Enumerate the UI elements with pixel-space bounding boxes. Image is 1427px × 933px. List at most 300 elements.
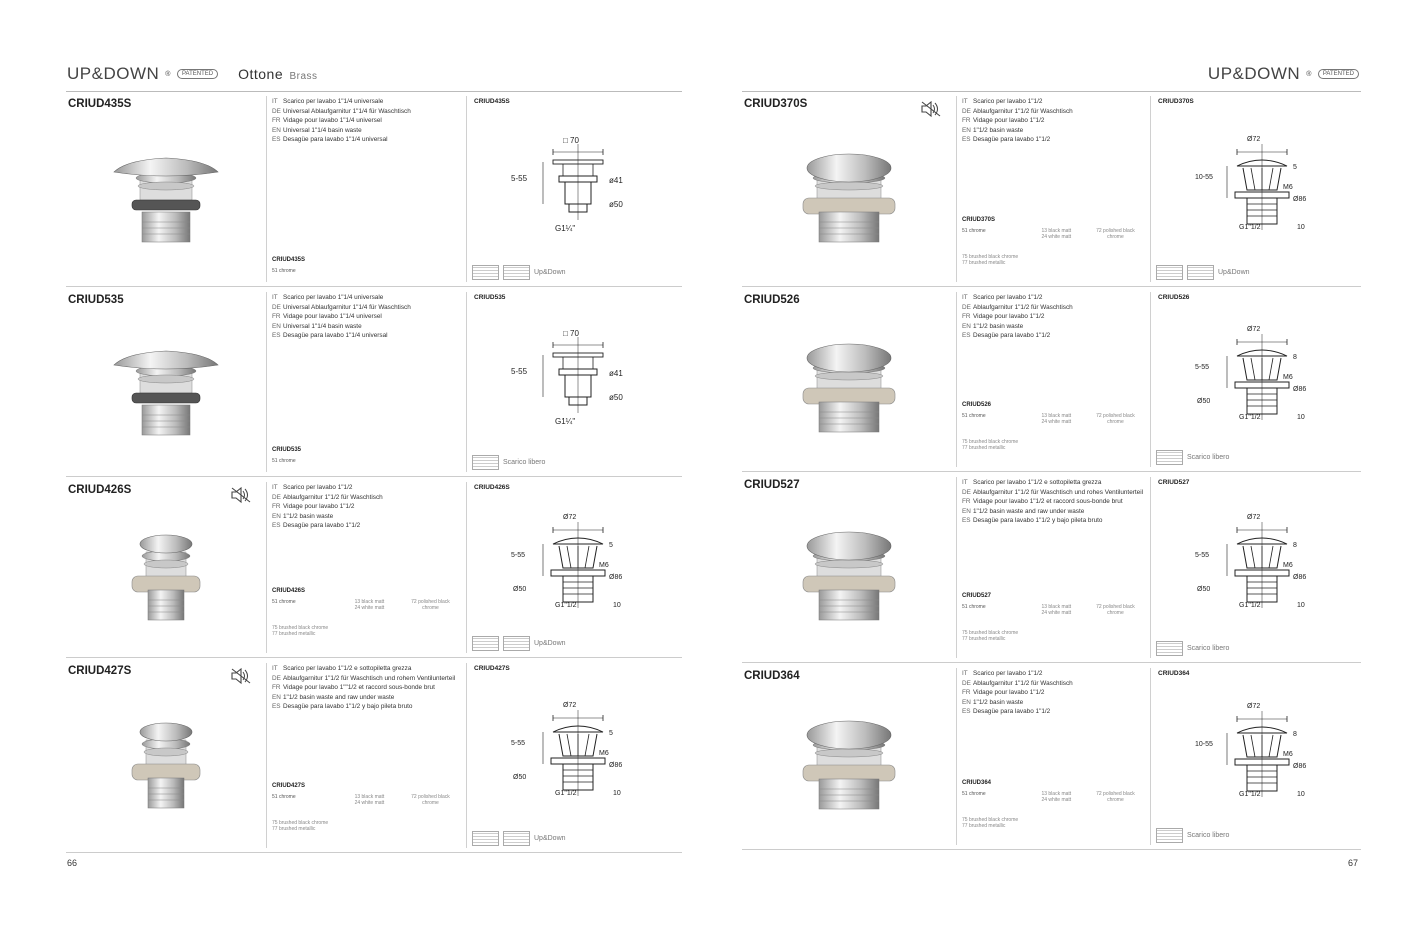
- language-code: IT: [272, 294, 278, 301]
- dim-cap-height: 8: [1293, 542, 1297, 549]
- tech-drawing-code: CRIUD426S: [474, 484, 510, 491]
- feature-tags: [472, 455, 545, 470]
- finish-options: [272, 257, 460, 274]
- description-line: [962, 669, 1144, 679]
- finish-code: CRIUD364: [962, 780, 992, 786]
- description-line: [272, 126, 460, 136]
- language-code: IT: [962, 670, 968, 677]
- dim-diameter-1: ø41: [609, 175, 623, 185]
- description-text: Desagüe para lavabo 1"1/4 universal: [283, 332, 388, 339]
- column-divider: [266, 482, 267, 653]
- dim-thread: G1¼": [555, 416, 576, 426]
- silent-mute-icon: [230, 486, 252, 504]
- language-code: FR: [962, 313, 971, 320]
- description-text: Vidage pour lavabo 1"1/2: [973, 689, 1045, 696]
- language-code: DE: [272, 493, 281, 501]
- product-photo: [789, 520, 909, 630]
- column-divider: [1150, 668, 1151, 845]
- description-line: [272, 107, 460, 117]
- finish-code: CRIUD435S: [272, 257, 306, 263]
- language-code: IT: [272, 484, 278, 491]
- feature-tag-label: Scarico libero: [503, 459, 546, 466]
- description-line: [272, 683, 460, 693]
- description-line: [962, 126, 1144, 136]
- dim-top-diameter: Ø72: [1247, 326, 1261, 333]
- patented-badge: PATENTED: [1318, 69, 1359, 79]
- column-divider: [956, 292, 957, 467]
- feature-tags: [1156, 450, 1229, 465]
- dim-base: 10: [1297, 223, 1305, 231]
- description-text: Scarico per lavabo 1"1/2: [973, 670, 1043, 677]
- material-label: [238, 66, 317, 82]
- description-text: Vidage pour lavabo 1""1/2 et raccord sous-bonde brut: [283, 684, 435, 691]
- product-photo: [106, 520, 226, 630]
- finish-code: CRIUD535: [272, 447, 302, 453]
- technical-drawing: [1195, 322, 1335, 432]
- description-line: [272, 664, 460, 674]
- multilingual-description: [962, 669, 1144, 717]
- language-code: ES: [962, 332, 971, 339]
- product-code-title: CRIUD435S: [68, 98, 132, 110]
- product-row: [742, 473, 1361, 663]
- description-text: Scarico per lavabo 1"1/4 universale: [283, 294, 384, 301]
- product-photo: [789, 709, 909, 819]
- description-line: [962, 507, 1144, 517]
- language-code: IT: [962, 98, 968, 105]
- description-line: [272, 702, 460, 712]
- feature-tags: [472, 265, 566, 280]
- description-text: Ablaufgarnitur 1"1/2 für Waschtisch: [973, 679, 1073, 687]
- tech-drawing-code: CRIUD427S: [474, 665, 510, 672]
- page-number: 66: [67, 858, 78, 868]
- description-line: [962, 97, 1144, 107]
- column-divider: [466, 292, 467, 472]
- dim-diameter-1: Ø86: [609, 574, 623, 581]
- description-text: Scarico per lavabo 1"1/2: [973, 294, 1043, 301]
- product-code-title: CRIUD364: [744, 670, 800, 682]
- brand-name: UP&DOWN: [67, 64, 160, 83]
- language-code: DE: [272, 674, 281, 682]
- dim-cap-height: 5: [609, 730, 613, 737]
- dim-thread: G1"1/2: [555, 602, 577, 609]
- description-text: Desagüe para lavabo 1"1/2 y bajo pileta bruto: [973, 517, 1103, 524]
- product-photo: [106, 142, 226, 252]
- description-text: Scarico per lavabo 1"1/4 universale: [283, 98, 384, 105]
- brand-header: [1208, 64, 1359, 84]
- description-line: [962, 135, 1144, 145]
- updown-icon: [503, 265, 530, 280]
- description-line: [962, 688, 1144, 698]
- language-code: FR: [272, 117, 281, 124]
- brand-name: UP&DOWN: [1207, 64, 1301, 83]
- description-text: 1"1/2 basin waste and raw under waste: [283, 693, 395, 701]
- tech-drawing-code: CRIUD364: [1158, 670, 1190, 677]
- finish-grid: [962, 604, 1144, 616]
- dim-top-square: □ 70: [563, 328, 579, 338]
- feature-tags: [1156, 828, 1229, 843]
- finish-chrome: 51 chrome: [272, 458, 296, 464]
- description-line: [272, 693, 460, 703]
- finish-code: CRIUD427S: [272, 783, 306, 789]
- dim-top-diameter: Ø72: [563, 702, 577, 709]
- description-line: [272, 483, 460, 493]
- finish-options: [272, 783, 460, 832]
- waste-type-icon: [1156, 450, 1183, 465]
- description-line: [272, 512, 460, 522]
- language-code: DE: [962, 303, 971, 311]
- brand-header: [67, 64, 318, 84]
- finish-matt: 13 black matt 24 white matt: [1041, 228, 1072, 240]
- description-text: 1"1/2 basin waste: [973, 698, 1024, 706]
- tech-drawing-code: CRIUD526: [1158, 294, 1190, 301]
- multilingual-description: [272, 483, 460, 531]
- dim-top-diameter: Ø72: [563, 514, 577, 521]
- right-page: [714, 0, 1427, 933]
- description-text: Ablaufgarnitur 1"1/2 für Waschtisch: [973, 107, 1073, 115]
- product-code-title: CRIUD535: [68, 294, 124, 306]
- language-code: DE: [962, 679, 971, 687]
- material-name: Ottone: [238, 66, 284, 82]
- product-code-title: CRIUD526: [744, 294, 800, 306]
- dim-cap-height: 8: [1293, 354, 1297, 361]
- finish-grid: [962, 228, 1144, 240]
- description-text: Vidage pour lavabo 1"1/4 universel: [283, 313, 382, 320]
- column-divider: [266, 96, 267, 282]
- finish-polished-black: 72 polished black chrome: [1096, 604, 1135, 616]
- product-row: [742, 288, 1361, 472]
- description-line: [272, 293, 460, 303]
- dim-thread-m: M6: [1283, 562, 1293, 569]
- description-text: Universal Ablaufgarnitur 1"1/4 für Waschtisch: [283, 107, 411, 115]
- language-code: DE: [272, 107, 281, 115]
- dim-thread-m: M6: [1283, 374, 1293, 381]
- finish-options: [962, 780, 1144, 829]
- description-text: Ablaufgarnitur 1"1/2 für Waschtisch und rohes Ventilunterteil: [973, 488, 1144, 496]
- dim-base: 10: [1297, 602, 1305, 609]
- updown-icon: [1187, 265, 1214, 280]
- description-line: [272, 116, 460, 126]
- description-text: Ablaufgarnitur 1"1/2 für Waschtisch und rohem Ventilunterteil: [283, 674, 456, 682]
- product-row: [66, 478, 682, 658]
- column-divider: [266, 292, 267, 472]
- technical-drawing: [511, 132, 651, 242]
- dim-top-square: □ 70: [563, 135, 579, 145]
- feature-tags: [1156, 265, 1250, 280]
- language-code: ES: [272, 703, 281, 710]
- description-text: Desagüe para lavabo 1"1/2: [283, 522, 361, 529]
- feature-tag-label: Scarico libero: [1187, 832, 1230, 839]
- finish-chrome: 51 chrome: [962, 604, 986, 610]
- feature-tag-label: Up&Down: [534, 640, 566, 647]
- silent-mute-icon: [920, 100, 942, 118]
- language-code: FR: [962, 117, 971, 124]
- tech-drawing-code: CRIUD435S: [474, 98, 510, 105]
- silent-mute-icon: [230, 667, 252, 685]
- feature-tag-label: Up&Down: [1218, 269, 1250, 276]
- dim-height-range: 5-55: [511, 366, 528, 376]
- finish-chrome: 51 chrome: [272, 599, 296, 605]
- multilingual-description: [962, 293, 1144, 341]
- language-code: ES: [962, 136, 971, 143]
- description-text: Desagüe para lavabo 1"1/2: [973, 136, 1051, 143]
- language-code: FR: [272, 684, 281, 691]
- description-line: [962, 707, 1144, 717]
- description-line: [272, 303, 460, 313]
- drawing-lines: [523, 140, 633, 240]
- product-code-title: CRIUD527: [744, 479, 800, 491]
- finish-chrome: 51 chrome: [272, 268, 296, 274]
- language-code: FR: [962, 498, 971, 505]
- finish-polished-black: 72 polished black chrome: [1096, 413, 1135, 425]
- dim-thread-m: M6: [1283, 751, 1293, 758]
- product-photo: [106, 335, 226, 445]
- finish-matt: 13 black matt 24 white matt: [354, 794, 385, 806]
- feature-tag-label: Scarico libero: [1187, 645, 1230, 652]
- dim-diameter-2: Ø50: [1197, 586, 1211, 593]
- language-code: IT: [272, 665, 278, 672]
- finish-grid: [272, 458, 460, 464]
- language-code: ES: [272, 332, 281, 339]
- finish-options: [962, 402, 1144, 451]
- language-code: FR: [272, 503, 281, 510]
- description-text: 1"1/2 basin waste: [973, 322, 1024, 330]
- finish-brushed: 75 brushed black chrome 77 brushed metallic: [272, 625, 329, 637]
- description-line: [962, 303, 1144, 313]
- dim-base: 10: [1297, 414, 1305, 421]
- finish-polished-black: 72 polished black chrome: [1096, 791, 1135, 803]
- description-text: 1"1/2 basin waste: [973, 126, 1024, 134]
- technical-drawing: [511, 325, 651, 435]
- dim-base: 10: [1297, 791, 1305, 798]
- description-line: [962, 312, 1144, 322]
- description-text: Universal 1"1/4 basin waste: [283, 126, 362, 134]
- waste-type-icon: [472, 831, 499, 846]
- dim-cap-height: 5: [609, 542, 613, 549]
- description-line: [272, 331, 460, 341]
- finish-matt: 13 black matt 24 white matt: [1041, 604, 1072, 616]
- feature-tag-label: Up&Down: [534, 269, 566, 276]
- product-code-title: CRIUD427S: [68, 665, 132, 677]
- tech-drawing-code: CRIUD370S: [1158, 98, 1194, 105]
- feature-tags: [1156, 641, 1229, 656]
- finish-code: CRIUD370S: [962, 217, 996, 223]
- finish-options: [272, 588, 460, 637]
- finish-grid: [272, 599, 460, 611]
- dim-height-range: 5-55: [511, 173, 528, 183]
- dim-thread-m: M6: [599, 750, 609, 757]
- description-line: [962, 331, 1144, 341]
- waste-type-icon: [1156, 265, 1183, 280]
- finish-chrome: 51 chrome: [962, 228, 986, 234]
- description-line: [272, 493, 460, 503]
- description-text: Ablaufgarnitur 1"1/2 für Waschtisch: [283, 493, 383, 501]
- feature-tag-label: Up&Down: [534, 835, 566, 842]
- dim-diameter-2: ø50: [609, 199, 623, 209]
- finish-polished-black: 72 polished black chrome: [411, 794, 450, 806]
- dim-top-diameter: Ø72: [1247, 135, 1261, 143]
- description-line: [962, 497, 1144, 507]
- description-line: [272, 674, 460, 684]
- description-line: [962, 322, 1144, 332]
- finish-polished-black: 72 polished black chrome: [411, 599, 450, 611]
- description-line: [272, 322, 460, 332]
- column-divider: [266, 663, 267, 848]
- dim-diameter-1: Ø86: [609, 762, 623, 769]
- description-text: Scarico per lavabo 1"1/2: [283, 484, 353, 491]
- page-number: 67: [1347, 858, 1358, 868]
- finish-polished-black: 72 polished black chrome: [1096, 228, 1135, 240]
- language-code: ES: [272, 136, 281, 143]
- left-page: [0, 0, 713, 933]
- column-divider: [956, 668, 957, 845]
- finish-code: CRIUD526: [962, 402, 992, 408]
- dim-base: 10: [613, 602, 621, 609]
- finish-grid: [962, 413, 1144, 425]
- description-line: [962, 107, 1144, 117]
- description-line: [272, 521, 460, 531]
- dim-height-range: 5-55: [1195, 552, 1210, 559]
- patented-badge: PATENTED: [177, 69, 218, 79]
- language-code: ES: [962, 517, 971, 524]
- product-row: [742, 92, 1361, 287]
- column-divider: [466, 482, 467, 653]
- feature-tags: [472, 831, 566, 846]
- language-code: FR: [962, 689, 971, 696]
- dim-height-range: 5-55: [511, 740, 526, 747]
- description-text: Vidage pour lavabo 1"1/2 et raccord sous-bonde brut: [973, 498, 1123, 505]
- technical-drawing: [511, 698, 651, 808]
- description-text: Universal 1"1/4 basin waste: [283, 322, 362, 330]
- column-divider: [466, 96, 467, 282]
- finish-grid: [962, 791, 1144, 803]
- product-row: [66, 288, 682, 477]
- description-text: 1"1/2 basin waste: [283, 512, 334, 520]
- registered-mark: ®: [165, 70, 171, 78]
- description-text: Desagüe para lavabo 1"1/2 y bajo pileta bruto: [283, 703, 413, 710]
- finish-chrome: 51 chrome: [962, 413, 986, 419]
- description-text: Scarico per lavabo 1"1/2: [973, 98, 1043, 105]
- description-line: [272, 135, 460, 145]
- language-code: DE: [962, 107, 971, 115]
- dim-diameter-1: Ø86: [1293, 195, 1307, 203]
- multilingual-description: [272, 664, 460, 712]
- column-divider: [466, 663, 467, 848]
- product-row: [66, 659, 682, 853]
- language-code: IT: [272, 98, 278, 105]
- product-code-title: CRIUD370S: [744, 98, 808, 110]
- dim-thread: G1"1/2: [1239, 223, 1261, 231]
- description-line: [962, 293, 1144, 303]
- dim-height-range: 5-55: [1195, 364, 1210, 371]
- language-code: EN: [272, 512, 281, 520]
- dim-diameter-1: Ø86: [1293, 386, 1307, 393]
- finish-matt: 13 black matt 24 white matt: [354, 599, 385, 611]
- dim-height-range: 10-55: [1195, 173, 1213, 181]
- finish-options: [962, 217, 1144, 266]
- dim-thread: G1"1/2: [555, 790, 577, 797]
- language-code: EN: [272, 322, 281, 330]
- finish-brushed: 75 brushed black chrome 77 brushed metallic: [272, 820, 329, 832]
- dim-diameter-2: Ø50: [513, 586, 527, 593]
- product-photo: [789, 332, 909, 442]
- description-text: Vidage pour lavabo 1"1/2: [973, 313, 1045, 320]
- language-code: IT: [962, 479, 968, 486]
- material-name-en: Brass: [289, 71, 318, 82]
- dim-diameter-1: Ø86: [1293, 763, 1307, 770]
- finish-code: CRIUD527: [962, 593, 992, 599]
- product-photo: [789, 142, 909, 252]
- finish-code: CRIUD426S: [272, 588, 306, 594]
- language-code: DE: [962, 488, 971, 496]
- feature-tags: [472, 636, 566, 651]
- multilingual-description: [272, 293, 460, 341]
- dim-height-range: 10-55: [1195, 741, 1213, 748]
- language-code: IT: [962, 294, 968, 301]
- language-code: DE: [272, 303, 281, 311]
- finish-options: [962, 593, 1144, 642]
- language-code: ES: [272, 522, 281, 529]
- language-code: EN: [272, 693, 281, 701]
- multilingual-description: [272, 97, 460, 145]
- dim-diameter-2: Ø50: [1197, 398, 1211, 405]
- waste-type-icon: [472, 636, 499, 651]
- tech-drawing-code: CRIUD527: [1158, 479, 1190, 486]
- description-text: Scarico per lavabo 1"1/2 e sottopiletta grezza: [973, 479, 1102, 486]
- description-line: [962, 516, 1144, 526]
- dim-base: 10: [613, 790, 621, 797]
- language-code: EN: [962, 698, 971, 706]
- language-code: EN: [962, 322, 971, 330]
- dim-thread-m: M6: [1283, 183, 1293, 191]
- language-code: EN: [272, 126, 281, 134]
- finish-chrome: 51 chrome: [272, 794, 296, 800]
- technical-drawing: [1195, 132, 1335, 242]
- finish-grid: [272, 268, 460, 274]
- description-text: Desagüe para lavabo 1"1/2: [973, 708, 1051, 715]
- product-row: [742, 664, 1361, 850]
- updown-icon: [503, 831, 530, 846]
- technical-drawing: [1195, 699, 1335, 809]
- description-line: [962, 478, 1144, 488]
- column-divider: [1150, 477, 1151, 658]
- tech-drawing-code: CRIUD535: [474, 294, 506, 301]
- description-line: [962, 488, 1144, 498]
- finish-brushed: 75 brushed black chrome 77 brushed metallic: [962, 254, 1019, 266]
- description-text: Desagüe para lavabo 1"1/4 universal: [283, 136, 388, 143]
- dim-thread: G1"1/2: [1239, 791, 1261, 798]
- dim-thread: G1"1/2: [1239, 414, 1261, 421]
- description-line: [272, 502, 460, 512]
- finish-brushed: 75 brushed black chrome 77 brushed metallic: [962, 817, 1019, 829]
- dim-diameter-1: Ø86: [1293, 574, 1307, 581]
- description-text: Vidage pour lavabo 1"1/4 universel: [283, 117, 382, 124]
- product-code-title: CRIUD426S: [68, 484, 132, 496]
- registered-mark: ®: [1306, 70, 1312, 78]
- description-text: Ablaufgarnitur 1"1/2 für Waschtisch: [973, 303, 1073, 311]
- language-code: EN: [962, 126, 971, 134]
- description-line: [272, 312, 460, 322]
- language-code: ES: [962, 708, 971, 715]
- dim-thread: G1"1/2: [1239, 602, 1261, 609]
- multilingual-description: [962, 478, 1144, 526]
- dim-cap-height: 8: [1293, 731, 1297, 738]
- language-code: FR: [272, 313, 281, 320]
- description-line: [962, 679, 1144, 689]
- finish-brushed: 75 brushed black chrome 77 brushed metallic: [962, 630, 1019, 642]
- description-text: Desagüe para lavabo 1"1/2: [973, 332, 1051, 339]
- dim-diameter-2: ø50: [609, 392, 623, 402]
- dim-diameter-2: Ø50: [513, 774, 527, 781]
